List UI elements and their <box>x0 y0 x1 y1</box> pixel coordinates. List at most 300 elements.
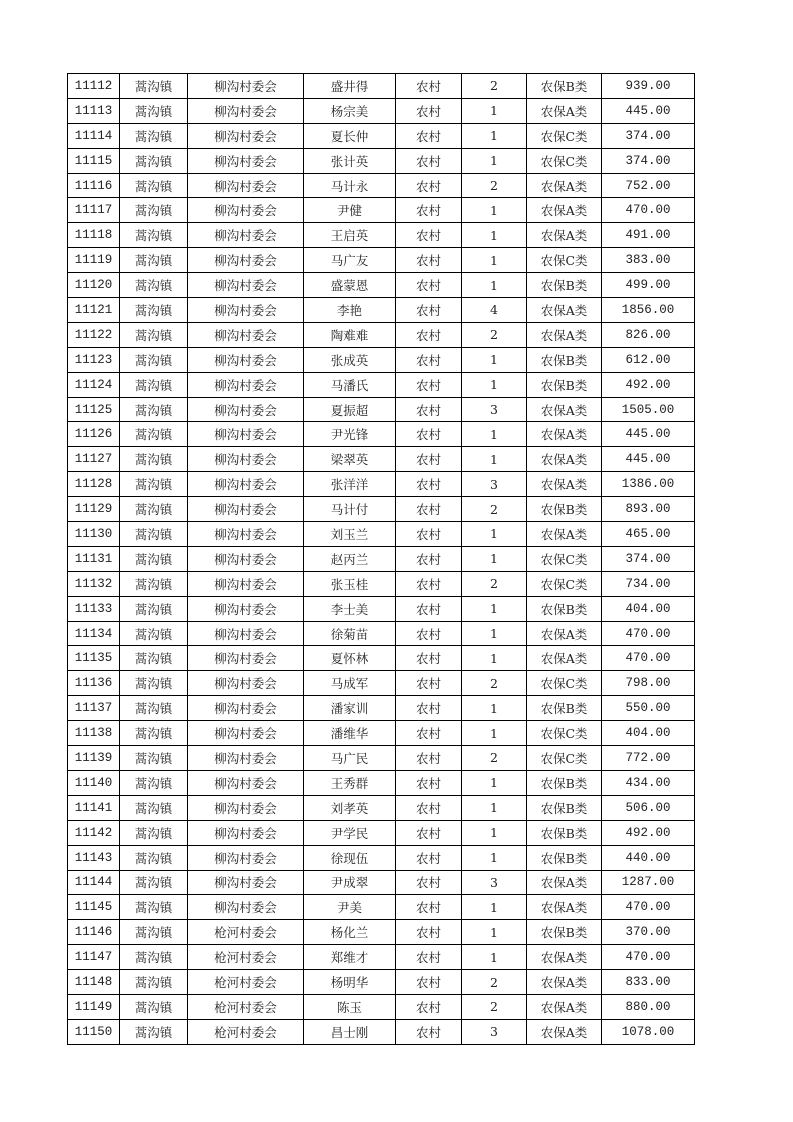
table-row <box>68 746 695 771</box>
amount-cell: 404.00 <box>602 596 695 621</box>
insurance-category-cell: 农保A类 <box>527 447 602 472</box>
row-id-cell: 11136 <box>68 671 120 696</box>
person-name-cell: 夏怀林 <box>304 646 396 671</box>
person-name-cell: 昌士刚 <box>304 1019 396 1044</box>
household-type-cell: 农村 <box>396 298 462 323</box>
town-cell: 蒿沟镇 <box>120 522 188 547</box>
table-row <box>68 347 695 372</box>
household-type-cell: 农村 <box>396 447 462 472</box>
amount-cell: 893.00 <box>602 497 695 522</box>
village-cell: 柳沟村委会 <box>188 422 304 447</box>
person-name-cell: 尹健 <box>304 198 396 223</box>
person-name-cell: 王秀群 <box>304 770 396 795</box>
insurance-category-cell: 农保C类 <box>527 248 602 273</box>
insurance-category-cell: 农保B类 <box>527 596 602 621</box>
town-cell: 蒿沟镇 <box>120 447 188 472</box>
table-row <box>68 970 695 995</box>
table-row <box>68 148 695 173</box>
insurance-category-cell: 农保B类 <box>527 795 602 820</box>
village-cell: 柳沟村委会 <box>188 820 304 845</box>
insurance-category-cell: 农保B类 <box>527 770 602 795</box>
row-id-cell: 11145 <box>68 895 120 920</box>
village-cell: 柳沟村委会 <box>188 571 304 596</box>
village-cell: 柳沟村委会 <box>188 98 304 123</box>
insurance-category-cell: 农保C类 <box>527 671 602 696</box>
member-count-cell: 1 <box>462 223 527 248</box>
member-count-cell: 3 <box>462 1019 527 1044</box>
table-row <box>68 522 695 547</box>
village-cell: 柳沟村委会 <box>188 646 304 671</box>
table-row <box>68 646 695 671</box>
amount-cell: 939.00 <box>602 74 695 99</box>
row-id-cell: 11124 <box>68 372 120 397</box>
insurance-category-cell: 农保A类 <box>527 970 602 995</box>
member-count-cell: 2 <box>462 497 527 522</box>
village-cell: 柳沟村委会 <box>188 198 304 223</box>
town-cell: 蒿沟镇 <box>120 795 188 820</box>
household-type-cell: 农村 <box>396 621 462 646</box>
household-type-cell: 农村 <box>396 596 462 621</box>
village-cell: 柳沟村委会 <box>188 173 304 198</box>
amount-cell: 492.00 <box>602 372 695 397</box>
member-count-cell: 1 <box>462 422 527 447</box>
person-name-cell: 陶难难 <box>304 322 396 347</box>
town-cell: 蒿沟镇 <box>120 198 188 223</box>
table-row <box>68 1019 695 1044</box>
town-cell: 蒿沟镇 <box>120 770 188 795</box>
amount-cell: 434.00 <box>602 770 695 795</box>
member-count-cell: 1 <box>462 770 527 795</box>
insurance-category-cell: 农保A类 <box>527 223 602 248</box>
amount-cell: 470.00 <box>602 895 695 920</box>
amount-cell: 833.00 <box>602 970 695 995</box>
table-row <box>68 198 695 223</box>
person-name-cell: 杨化兰 <box>304 920 396 945</box>
village-cell: 柳沟村委会 <box>188 298 304 323</box>
amount-cell: 798.00 <box>602 671 695 696</box>
amount-cell: 445.00 <box>602 98 695 123</box>
person-name-cell: 徐菊苗 <box>304 621 396 646</box>
member-count-cell: 2 <box>462 322 527 347</box>
table-row <box>68 721 695 746</box>
insurance-category-cell: 农保C类 <box>527 123 602 148</box>
member-count-cell: 2 <box>462 671 527 696</box>
household-type-cell: 农村 <box>396 273 462 298</box>
member-count-cell: 1 <box>462 721 527 746</box>
table-row <box>68 945 695 970</box>
row-id-cell: 11122 <box>68 322 120 347</box>
table-row <box>68 74 695 99</box>
village-cell: 柳沟村委会 <box>188 223 304 248</box>
person-name-cell: 马计付 <box>304 497 396 522</box>
insurance-category-cell: 农保A类 <box>527 646 602 671</box>
village-cell: 枪河村委会 <box>188 920 304 945</box>
member-count-cell: 1 <box>462 347 527 372</box>
member-count-cell: 2 <box>462 74 527 99</box>
table-row <box>68 123 695 148</box>
village-cell: 柳沟村委会 <box>188 895 304 920</box>
household-type-cell: 农村 <box>396 173 462 198</box>
town-cell: 蒿沟镇 <box>120 646 188 671</box>
insurance-category-cell: 农保A类 <box>527 870 602 895</box>
town-cell: 蒿沟镇 <box>120 970 188 995</box>
person-name-cell: 张洋洋 <box>304 472 396 497</box>
table-row <box>68 422 695 447</box>
table-row <box>68 571 695 596</box>
town-cell: 蒿沟镇 <box>120 746 188 771</box>
amount-cell: 1078.00 <box>602 1019 695 1044</box>
town-cell: 蒿沟镇 <box>120 820 188 845</box>
row-id-cell: 11131 <box>68 546 120 571</box>
table-row <box>68 248 695 273</box>
amount-cell: 492.00 <box>602 820 695 845</box>
table-row <box>68 795 695 820</box>
member-count-cell: 1 <box>462 148 527 173</box>
person-name-cell: 潘家训 <box>304 696 396 721</box>
insurance-category-cell: 农保A类 <box>527 895 602 920</box>
table-row <box>68 870 695 895</box>
town-cell: 蒿沟镇 <box>120 472 188 497</box>
row-id-cell: 11148 <box>68 970 120 995</box>
person-name-cell: 王启英 <box>304 223 396 248</box>
table-row <box>68 671 695 696</box>
amount-cell: 612.00 <box>602 347 695 372</box>
member-count-cell: 3 <box>462 397 527 422</box>
insurance-category-cell: 农保B类 <box>527 820 602 845</box>
town-cell: 蒿沟镇 <box>120 98 188 123</box>
member-count-cell: 1 <box>462 98 527 123</box>
town-cell: 蒿沟镇 <box>120 397 188 422</box>
insurance-category-cell: 农保A类 <box>527 945 602 970</box>
town-cell: 蒿沟镇 <box>120 322 188 347</box>
town-cell: 蒿沟镇 <box>120 721 188 746</box>
household-type-cell: 农村 <box>396 820 462 845</box>
member-count-cell: 1 <box>462 621 527 646</box>
village-cell: 柳沟村委会 <box>188 397 304 422</box>
row-id-cell: 11135 <box>68 646 120 671</box>
row-id-cell: 11129 <box>68 497 120 522</box>
row-id-cell: 11146 <box>68 920 120 945</box>
member-count-cell: 1 <box>462 522 527 547</box>
town-cell: 蒿沟镇 <box>120 74 188 99</box>
row-id-cell: 11139 <box>68 746 120 771</box>
row-id-cell: 11132 <box>68 571 120 596</box>
table-row <box>68 621 695 646</box>
row-id-cell: 11150 <box>68 1019 120 1044</box>
person-name-cell: 李艳 <box>304 298 396 323</box>
insurance-category-cell: 农保B类 <box>527 497 602 522</box>
row-id-cell: 11127 <box>68 447 120 472</box>
amount-cell: 772.00 <box>602 746 695 771</box>
town-cell: 蒿沟镇 <box>120 223 188 248</box>
village-cell: 柳沟村委会 <box>188 696 304 721</box>
person-name-cell: 杨明华 <box>304 970 396 995</box>
town-cell: 蒿沟镇 <box>120 895 188 920</box>
table-row <box>68 845 695 870</box>
household-type-cell: 农村 <box>396 920 462 945</box>
table-row <box>68 98 695 123</box>
insurance-category-cell: 农保A类 <box>527 173 602 198</box>
household-type-cell: 农村 <box>396 472 462 497</box>
amount-cell: 440.00 <box>602 845 695 870</box>
row-id-cell: 11140 <box>68 770 120 795</box>
amount-cell: 374.00 <box>602 546 695 571</box>
town-cell: 蒿沟镇 <box>120 148 188 173</box>
member-count-cell: 1 <box>462 696 527 721</box>
household-type-cell: 农村 <box>396 546 462 571</box>
village-cell: 柳沟村委会 <box>188 870 304 895</box>
amount-cell: 550.00 <box>602 696 695 721</box>
person-name-cell: 尹成翠 <box>304 870 396 895</box>
village-cell: 柳沟村委会 <box>188 74 304 99</box>
row-id-cell: 11117 <box>68 198 120 223</box>
town-cell: 蒿沟镇 <box>120 994 188 1019</box>
member-count-cell: 1 <box>462 596 527 621</box>
table-row <box>68 920 695 945</box>
table-row <box>68 696 695 721</box>
insurance-category-cell: 农保A类 <box>527 994 602 1019</box>
town-cell: 蒿沟镇 <box>120 920 188 945</box>
row-id-cell: 11130 <box>68 522 120 547</box>
household-type-cell: 农村 <box>396 696 462 721</box>
town-cell: 蒿沟镇 <box>120 621 188 646</box>
household-type-cell: 农村 <box>396 422 462 447</box>
row-id-cell: 11137 <box>68 696 120 721</box>
row-id-cell: 11113 <box>68 98 120 123</box>
member-count-cell: 3 <box>462 472 527 497</box>
row-id-cell: 11142 <box>68 820 120 845</box>
row-id-cell: 11125 <box>68 397 120 422</box>
table-row <box>68 497 695 522</box>
insurance-category-cell: 农保C类 <box>527 148 602 173</box>
amount-cell: 1505.00 <box>602 397 695 422</box>
table-row <box>68 223 695 248</box>
village-cell: 枪河村委会 <box>188 1019 304 1044</box>
village-cell: 柳沟村委会 <box>188 472 304 497</box>
person-name-cell: 杨宗美 <box>304 98 396 123</box>
row-id-cell: 11121 <box>68 298 120 323</box>
row-id-cell: 11123 <box>68 347 120 372</box>
amount-cell: 826.00 <box>602 322 695 347</box>
insurance-category-cell: 农保B类 <box>527 273 602 298</box>
town-cell: 蒿沟镇 <box>120 248 188 273</box>
person-name-cell: 李士美 <box>304 596 396 621</box>
person-name-cell: 张计英 <box>304 148 396 173</box>
member-count-cell: 1 <box>462 845 527 870</box>
household-type-cell: 农村 <box>396 322 462 347</box>
insurance-category-cell: 农保B类 <box>527 920 602 945</box>
row-id-cell: 11141 <box>68 795 120 820</box>
town-cell: 蒿沟镇 <box>120 596 188 621</box>
household-type-cell: 农村 <box>396 522 462 547</box>
row-id-cell: 11143 <box>68 845 120 870</box>
row-id-cell: 11144 <box>68 870 120 895</box>
amount-cell: 752.00 <box>602 173 695 198</box>
table-row <box>68 397 695 422</box>
member-count-cell: 1 <box>462 646 527 671</box>
household-type-cell: 农村 <box>396 123 462 148</box>
town-cell: 蒿沟镇 <box>120 1019 188 1044</box>
household-type-cell: 农村 <box>396 721 462 746</box>
amount-cell: 1856.00 <box>602 298 695 323</box>
town-cell: 蒿沟镇 <box>120 422 188 447</box>
village-cell: 柳沟村委会 <box>188 123 304 148</box>
household-type-cell: 农村 <box>396 945 462 970</box>
row-id-cell: 11114 <box>68 123 120 148</box>
insurance-category-cell: 农保A类 <box>527 422 602 447</box>
household-type-cell: 农村 <box>396 74 462 99</box>
village-cell: 柳沟村委会 <box>188 248 304 273</box>
amount-cell: 445.00 <box>602 447 695 472</box>
household-type-cell: 农村 <box>396 870 462 895</box>
town-cell: 蒿沟镇 <box>120 298 188 323</box>
table-row <box>68 546 695 571</box>
town-cell: 蒿沟镇 <box>120 671 188 696</box>
member-count-cell: 3 <box>462 870 527 895</box>
amount-cell: 404.00 <box>602 721 695 746</box>
member-count-cell: 2 <box>462 571 527 596</box>
household-type-cell: 农村 <box>396 770 462 795</box>
member-count-cell: 4 <box>462 298 527 323</box>
person-name-cell: 郑维才 <box>304 945 396 970</box>
row-id-cell: 11133 <box>68 596 120 621</box>
person-name-cell: 马计永 <box>304 173 396 198</box>
amount-cell: 734.00 <box>602 571 695 596</box>
member-count-cell: 2 <box>462 173 527 198</box>
household-type-cell: 农村 <box>396 746 462 771</box>
insurance-category-cell: 农保A类 <box>527 522 602 547</box>
insurance-category-cell: 农保A类 <box>527 472 602 497</box>
town-cell: 蒿沟镇 <box>120 845 188 870</box>
insurance-category-cell: 农保A类 <box>527 198 602 223</box>
member-count-cell: 1 <box>462 198 527 223</box>
row-id-cell: 11115 <box>68 148 120 173</box>
village-cell: 柳沟村委会 <box>188 347 304 372</box>
row-id-cell: 11112 <box>68 74 120 99</box>
village-cell: 柳沟村委会 <box>188 621 304 646</box>
table-row <box>68 770 695 795</box>
village-cell: 枪河村委会 <box>188 970 304 995</box>
row-id-cell: 11138 <box>68 721 120 746</box>
town-cell: 蒿沟镇 <box>120 497 188 522</box>
household-type-cell: 农村 <box>396 497 462 522</box>
household-type-cell: 农村 <box>396 372 462 397</box>
household-type-cell: 农村 <box>396 671 462 696</box>
household-type-cell: 农村 <box>396 970 462 995</box>
village-cell: 柳沟村委会 <box>188 770 304 795</box>
household-type-cell: 农村 <box>396 845 462 870</box>
person-name-cell: 陈玉 <box>304 994 396 1019</box>
town-cell: 蒿沟镇 <box>120 123 188 148</box>
person-name-cell: 刘孝英 <box>304 795 396 820</box>
row-id-cell: 11134 <box>68 621 120 646</box>
village-cell: 柳沟村委会 <box>188 322 304 347</box>
table-row <box>68 298 695 323</box>
amount-cell: 499.00 <box>602 273 695 298</box>
table-row <box>68 173 695 198</box>
insurance-category-cell: 农保B类 <box>527 845 602 870</box>
person-name-cell: 尹学民 <box>304 820 396 845</box>
insurance-category-cell: 农保C类 <box>527 746 602 771</box>
amount-cell: 470.00 <box>602 198 695 223</box>
amount-cell: 374.00 <box>602 148 695 173</box>
person-name-cell: 盛井得 <box>304 74 396 99</box>
village-cell: 枪河村委会 <box>188 994 304 1019</box>
table-row <box>68 372 695 397</box>
member-count-cell: 2 <box>462 970 527 995</box>
amount-cell: 374.00 <box>602 123 695 148</box>
allowance-table <box>67 73 695 1045</box>
insurance-category-cell: 农保A类 <box>527 298 602 323</box>
row-id-cell: 11120 <box>68 273 120 298</box>
person-name-cell: 刘玉兰 <box>304 522 396 547</box>
town-cell: 蒿沟镇 <box>120 173 188 198</box>
village-cell: 柳沟村委会 <box>188 596 304 621</box>
table-row <box>68 472 695 497</box>
person-name-cell: 夏长仲 <box>304 123 396 148</box>
member-count-cell: 1 <box>462 546 527 571</box>
town-cell: 蒿沟镇 <box>120 273 188 298</box>
insurance-category-cell: 农保A类 <box>527 397 602 422</box>
person-name-cell: 夏振超 <box>304 397 396 422</box>
village-cell: 柳沟村委会 <box>188 522 304 547</box>
row-id-cell: 11126 <box>68 422 120 447</box>
person-name-cell: 潘维华 <box>304 721 396 746</box>
table-row <box>68 820 695 845</box>
person-name-cell: 马潘氏 <box>304 372 396 397</box>
village-cell: 柳沟村委会 <box>188 546 304 571</box>
household-type-cell: 农村 <box>396 994 462 1019</box>
person-name-cell: 尹美 <box>304 895 396 920</box>
household-type-cell: 农村 <box>396 397 462 422</box>
member-count-cell: 1 <box>462 372 527 397</box>
insurance-category-cell: 农保C类 <box>527 721 602 746</box>
row-id-cell: 11128 <box>68 472 120 497</box>
table-row <box>68 596 695 621</box>
row-id-cell: 11149 <box>68 994 120 1019</box>
row-id-cell: 11147 <box>68 945 120 970</box>
household-type-cell: 农村 <box>396 223 462 248</box>
member-count-cell: 1 <box>462 123 527 148</box>
insurance-category-cell: 农保A类 <box>527 1019 602 1044</box>
household-type-cell: 农村 <box>396 895 462 920</box>
member-count-cell: 1 <box>462 273 527 298</box>
insurance-category-cell: 农保C类 <box>527 571 602 596</box>
person-name-cell: 梁翠英 <box>304 447 396 472</box>
amount-cell: 470.00 <box>602 646 695 671</box>
insurance-category-cell: 农保B类 <box>527 74 602 99</box>
household-type-cell: 农村 <box>396 347 462 372</box>
person-name-cell: 马成军 <box>304 671 396 696</box>
town-cell: 蒿沟镇 <box>120 870 188 895</box>
insurance-category-cell: 农保A类 <box>527 98 602 123</box>
town-cell: 蒿沟镇 <box>120 696 188 721</box>
town-cell: 蒿沟镇 <box>120 571 188 596</box>
person-name-cell: 张成英 <box>304 347 396 372</box>
member-count-cell: 1 <box>462 895 527 920</box>
table-row <box>68 322 695 347</box>
table-row <box>68 447 695 472</box>
household-type-cell: 农村 <box>396 98 462 123</box>
amount-cell: 465.00 <box>602 522 695 547</box>
town-cell: 蒿沟镇 <box>120 372 188 397</box>
household-type-cell: 农村 <box>396 148 462 173</box>
amount-cell: 445.00 <box>602 422 695 447</box>
table-row <box>68 895 695 920</box>
amount-cell: 491.00 <box>602 223 695 248</box>
person-name-cell: 马广友 <box>304 248 396 273</box>
village-cell: 柳沟村委会 <box>188 447 304 472</box>
